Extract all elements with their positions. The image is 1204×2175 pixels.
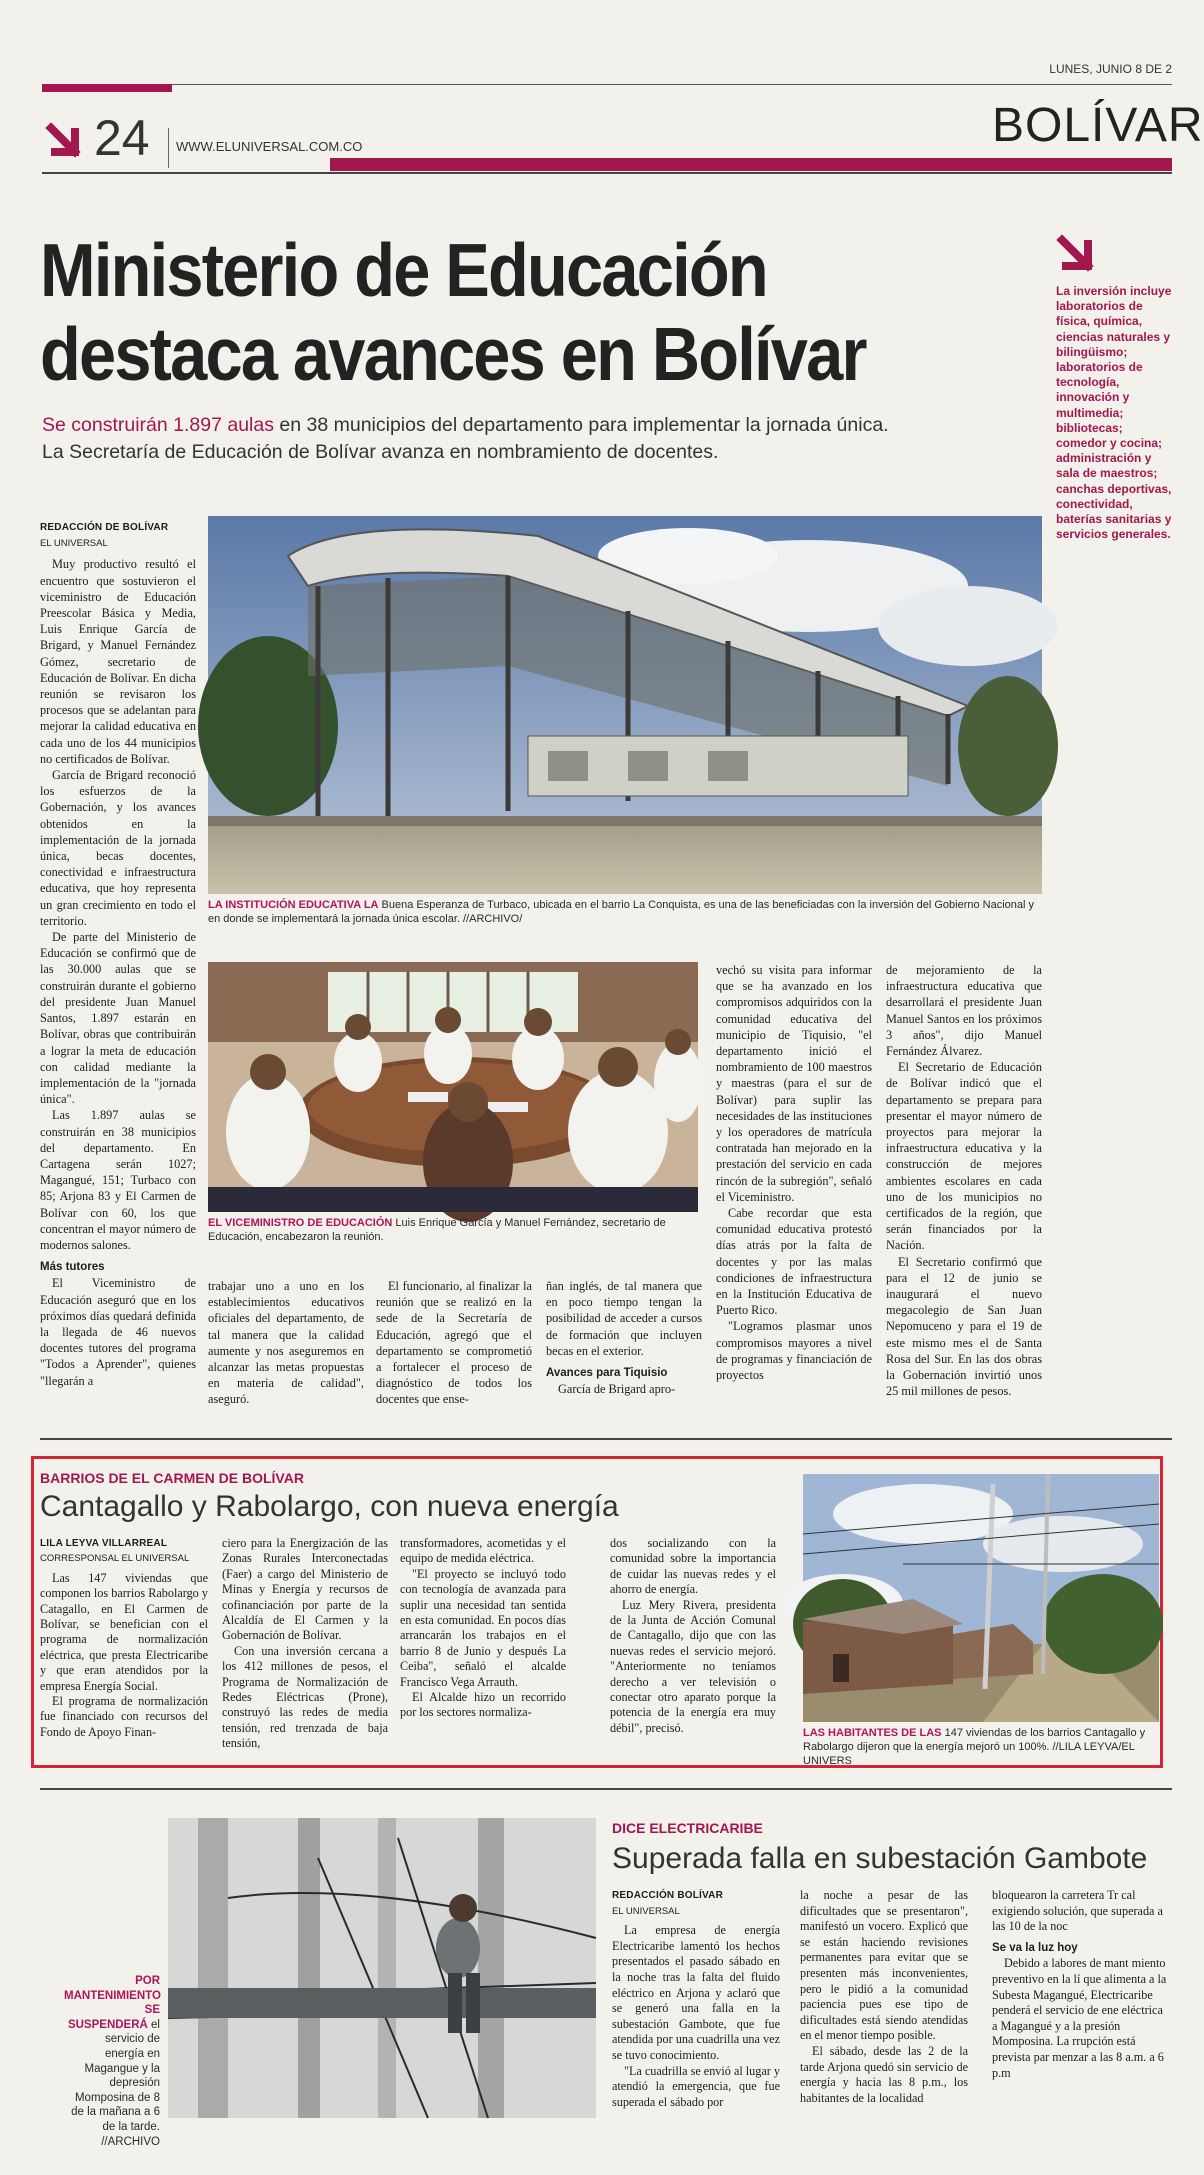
paragraph: "La cuadrilla se envió al lugar y atendió la emergencia, que fue superada el sábado por (612, 2063, 780, 2109)
paragraph: de mejoramiento de la infraestructura educativa que desarrollará el presidente Juan Manuel Santos en los próximos 3 años", dijo Manuel Fernández Álvarez. (886, 963, 1042, 1059)
paragraph: El programa de normalización fue financiado con recursos del Fondo de Apoyo Finan- (40, 1694, 208, 1739)
caption-text: 147 viviendas de los barrios Cantagallo y Rabolargo dijeron que la energía mejoró un 100%. //LILA LEYVA/EL UNIVERS (803, 1727, 1146, 1767)
electricaribe-byline: REDACCIÓN BOLÍVAR (612, 1890, 723, 1901)
electricaribe-column-2 (800, 1888, 968, 2106)
deck-line2: La Secretaría de Educación de Bolívar avanza en nombramiento de docentes. (42, 441, 719, 463)
paragraph: trabajar uno a uno en los establecimientos educativos oficiales del departamento, de tal manera que la calidad aumente y nos aseguremos en alcanzar las metas propuestas en materia de calidad", aseguró. (208, 1279, 364, 1407)
page-date: LUNES, JUNIO 8 DE 2 (1049, 62, 1172, 76)
paragraph: ñan inglés, de tal manera que en poco tiempo tengan la posibilidad de acceder a cursos de formación que incluyen becas en el exterior. (546, 1279, 702, 1358)
paragraph: Muy productivo resultó el encuentro que sostuvieron el viceministro de Educación Preescolar Básica y Media, Luis Enrique García de Brigard, y Manuel Fernández Gómez, secretario de Educación de Bolívar. En dicha reunión se revisaron los procesos que se adelantan para mejorar la calidad educativa en cada uno de los 44 municipios no certificados de Bolívar. (40, 557, 196, 766)
neighborhood-photo-caption (803, 1726, 1159, 1768)
subheading: Avances para Tiquisio (546, 1367, 668, 1380)
caption-text: el servicio de energía en Magangue y la depresión Momposina de 8 de la mañana a 6 de la tarde. //ARCHIVO (71, 2018, 160, 2148)
energy-column-4 (610, 1536, 776, 1736)
header-rule-bottom (42, 172, 1172, 174)
paragraph: vechó su visita para informar que se ha avanzado en los compromisos adquiridos con la comunidad educativa del municipio de Tiquisio, "el departamento inició el nombramiento de 100 maestros y maestras (para el sur de Bolívar) para suplir las necesidades de las instituciones y los operadores de matrícula contratada han mejorado en la prestación del servicio en cada rincón de la subregión", señaló el Viceministro. (716, 963, 872, 1204)
electricaribe-headline: Superada falla en subestación Gambote (612, 1842, 1148, 1875)
paragraph: El Secretario confirmó que para el 12 de junio se inaugurará el nuevo megacolegio de San Juan Nepomuceno y para el 19 de este mismo mes el de Santa Rosa del Sur. En las dos obras la Gobernación invirtió unos 25 mil millones de pesos. (886, 1254, 1042, 1399)
main-headline-line2: destaca avances en Bolívar (40, 312, 866, 396)
caption-lead: POR MANTENIMIENTO SE SUSPENDERÁ (64, 1975, 161, 2031)
main-article-column-6 (886, 962, 1042, 1399)
paragraph: Las 1.897 aulas se construirán en 38 municipios del departamento. En Cartagena serán 1027; Magangué, 151; Turbaco con 85; Arjona 83 y El Carmen de Bolívar con 60, los que concentran el mayor número de modernos salones. (40, 1108, 196, 1252)
main-article-column-4 (546, 1278, 702, 1397)
main-article-column-2 (208, 1278, 364, 1408)
section-title: BOLÍVAR (992, 99, 1204, 152)
subheading: Más tutores (40, 1261, 105, 1274)
paragraph: El funcionario, al finalizar la reunión que se realizó en la sede de la Secretaría de Educación, agregó que el departamento se comprometió a fortalecer el proceso de diagnóstico de todos los docentes que ense- (376, 1279, 532, 1407)
caption-lead: EL VICEMINISTRO DE EDUCACIÓN (208, 1217, 393, 1229)
energy-column-3 (400, 1536, 566, 1721)
paragraph: "Logramos plasmar unos compromisos mayores a nivel de programas y financiación de proyectos (716, 1319, 872, 1383)
subheading: Se va la luz hoy (992, 1941, 1078, 1954)
paragraph: La empresa de energía Electricaribe lamentó los hechos presentados el pasado sábado en la noche tras la falta del fluido eléctrico en Arjona y aclaró que se generó una falla en la subestación Gambote, que fue atendida por una cuadrilla una vez se tuvo conocimiento. (612, 1923, 780, 2062)
paragraph: Debido a labores de mant miento preventivo en la lí que alimenta a la Subesta Magangué, Electricaribe penderá el servicio de ene eléctrica a Magangué y a la presión Momposina. La rrupción está prevista par menzar a las 8 a.m. a 6 p.m (992, 1956, 1167, 2080)
technician-photo-caption (64, 1974, 160, 2149)
paragraph: Luz Mery Rivera, presidenta de la Junta de Acción Comunal de Cantagallo, dijo que con las nuevas redes el servicio mejoró. "Anteriormente no teníamos derecho a ver televisión o conectar otro aparato porque la potencia de la energía era muy débil", precisó. (610, 1597, 776, 1735)
sidebar-text: La inversión incluye laboratorios de física, química, ciencias naturales y bilingüismo; laboratorios de tecnología, innovación y multimedia; bibliotecas; comedor y cocina; administración y sala de maestros; canchas deportivas, conectividad, baterías sanitarias y servicios generales. (1056, 284, 1172, 542)
energy-byline: LILA LEYVA VILLARREAL (40, 1538, 168, 1549)
caption-lead: LAS HABITANTES DE LAS (803, 1727, 942, 1739)
caption-text: Luis Enrique García y Manuel Fernández, secretario de Educación, encabezaron la reunión. (208, 1217, 666, 1243)
page-number: 24 (94, 110, 150, 166)
electricaribe-column-3 (992, 1888, 1170, 2081)
arrow-down-right-icon (45, 118, 89, 167)
meeting-photo (208, 962, 698, 1212)
electricaribe-column-1 (612, 1888, 780, 2110)
neighborhood-photo (803, 1474, 1159, 1722)
electricaribe-kicker: DICE ELECTRICARIBE (612, 1820, 763, 1836)
energy-kicker: BARRIOS DE EL CARMEN DE BOLÍVAR (40, 1470, 304, 1486)
paragraph: ciero para la Energización de las Zonas Rurales Interconectadas (Faer) a cargo del Ministerio de Minas y Energía y recursos de cofinanciación por parte de la Alcaldía de El Carmen y la Gobernación de Bolívar. (222, 1536, 388, 1643)
main-article-column-3 (376, 1278, 532, 1408)
main-headline-line1: Ministerio de Educación (40, 228, 767, 312)
paragraph: García de Brigard apro- (558, 1382, 676, 1397)
energy-headline: Cantagallo y Rabolargo, con nueva energía (40, 1490, 619, 1523)
section-divider (40, 1438, 1172, 1440)
paragraph: García de Brigard reconoció los esfuerzos de la Gobernación, y los avances obtenidos en la implementación de la jornada única, becas docentes, conectividad e infraestructura educativa, que hoy representa un gran crecimiento en todo el territorio. (40, 768, 196, 928)
paragraph: dos socializando con la comunidad sobre la importancia de cuidar las nuevas redes y el ahorro de energía. (610, 1536, 776, 1597)
header-section-bar (330, 158, 1172, 171)
paragraph: "El proyecto se incluyó todo con tecnología de avanzada para suplir una necesidad tan sentida en esta comunidad. En pocos días arrancarán los trabajos en el barrio 8 de Junio y después La Ceiba", señaló el alcalde Francisco Vega Arrauth. (400, 1566, 566, 1689)
paragraph: El sábado, desde las 2 de la tarde Arjona quedó sin servicio de energía y hacia las 8 p.m., los habitantes de la localidad (800, 2043, 968, 2105)
technician-photo (168, 1818, 596, 2118)
main-byline: REDACCIÓN DE BOLÍVAR (40, 522, 169, 533)
paragraph: Las 147 viviendas que componen los barrios Rabolargo y Catagallo, en El Carmen de Bolívar, se benefician con el programa de normalización eléctrica, que presta Electricaribe y que eran atendidos por la empresa Energía Social. (40, 1570, 208, 1693)
main-byline-outlet: EL UNIVERSAL (40, 538, 108, 550)
paragraph: la noche a pesar de las dificultades que se presentaron", manifestó un vocero. Explicó que se están haciendo revisiones permanentes para evitar que se presenten más inconvenientes, pero le pidió a la comunidad paciencia pues ese tipo de dificultades está siendo atendidas en el menor tiempo posible. (800, 1888, 968, 2043)
paragraph: El Secretario de Educación de Bolívar indicó que el departamento se prepara para presentar el mayor número de proyectos para mejorar la infraestructura educativa y la construcción de mejores ambientes escolares en cada uno de los municipios no certificados de la región, que serán financiados por la Nación. (886, 1060, 1042, 1253)
caption-lead: LA INSTITUCIÓN EDUCATIVA LA (208, 899, 379, 911)
main-article-column-5 (716, 962, 872, 1383)
arrow-down-right-icon (1056, 232, 1100, 285)
energy-column-2 (222, 1536, 388, 1752)
header-divider (168, 128, 169, 168)
electricaribe-byline-outlet: EL UNIVERSAL (612, 1905, 680, 1917)
paragraph: transformadores, acometidas y el equipo de medida eléctrica. (400, 1536, 566, 1566)
paragraph: De parte del Ministerio de Educación se confirmó que de las 30.000 aulas que se construirán durante el gobierno del presidente Juan Manuel Santos, 1.897 estarán en Bolívar, obras que contribuirán a lograr la meta de educación con calidad mediante la implementación de la "jornada única". (40, 930, 196, 1107)
website-link[interactable]: WWW.ELUNIVERSAL.COM.CO (176, 139, 363, 154)
deck-highlight: Se construirán 1.897 aulas (42, 414, 274, 436)
paragraph: El Viceministro de Educación aseguró que en los próximos días quedará definida la llegada de 46 nuevos docentes tutores del programa "Todos a Aprender", quienes "llegarán a (40, 1276, 196, 1388)
main-deck (42, 412, 1022, 466)
paragraph: Con una inversión cercana a los 412 millones de pesos, el Programa de Normalización de Redes Eléctricas (Prone), construyó las redes de media tensión, red trenzada de baja tensión, (222, 1643, 388, 1751)
paragraph: bloquearon la carretera Tr cal exigiendo solución, que superada a las 10 de la noc (992, 1888, 1163, 1934)
meeting-photo-caption (208, 1216, 698, 1244)
section-divider (40, 1788, 1172, 1790)
energy-column-1 (40, 1536, 208, 1740)
main-article-column-1 (40, 520, 196, 1389)
caption-text: Buena Esperanza de Turbaco, ubicada en el barrio La Conquista, es una de las beneficiadas con la inversión del Gobierno Nacional y en donde se implementará la jornada única escolar. //ARCHIVO/ (208, 899, 1035, 925)
header-rule-top (42, 84, 1172, 85)
paragraph: Cabe recordar que esta comunidad educativa protestó días atrás por la falta de docentes y por las malas condiciones de infraestructura en la Institución Educativa de Puerto Rico. (716, 1206, 872, 1318)
energy-byline-role: CORRESPONSAL EL UNIVERSAL (40, 1553, 190, 1565)
school-photo-caption (208, 898, 1042, 926)
paragraph: El Alcalde hizo un recorrido por los sectores normaliza- (400, 1690, 566, 1720)
deck-rest: en 38 municipios del departamento para implementar la jornada única. (273, 414, 889, 436)
header-accent-bar (42, 84, 172, 92)
school-photo (208, 516, 1042, 894)
